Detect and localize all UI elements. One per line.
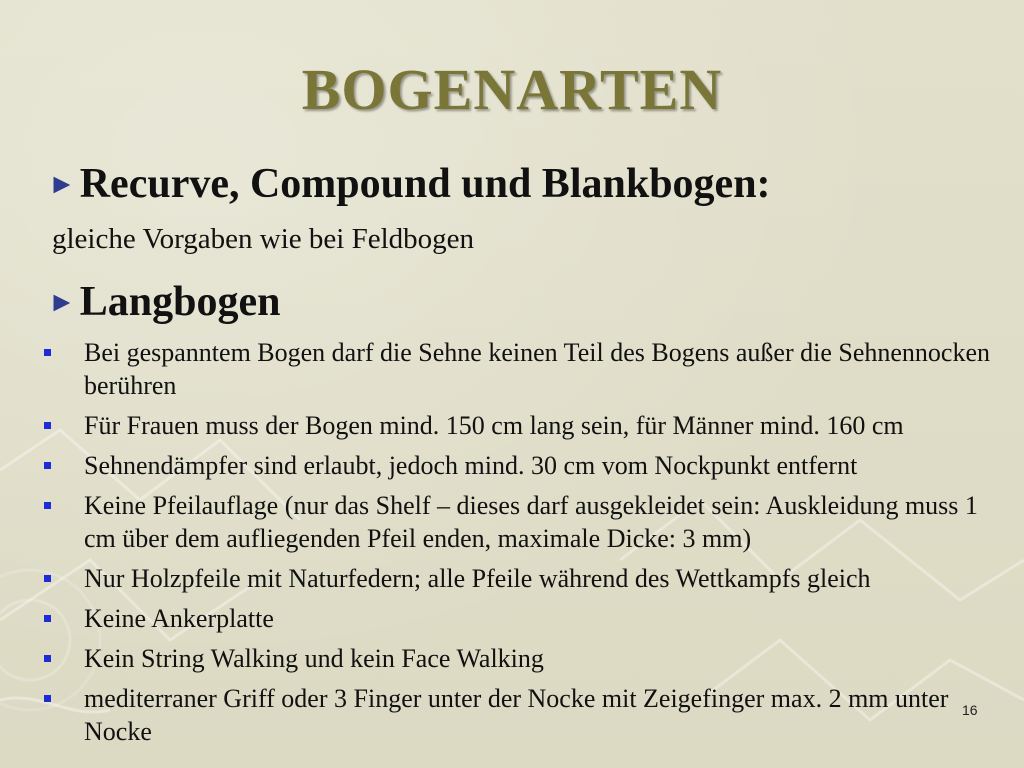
list-item-text: Keine Pfeilauflage (nur das Shelf – dieses darf ausgekleidet sein: Auskleidung muss 1 cm über dem aufliegenden Pfeil enden, maximale Dicke: 3 mm) <box>84 491 978 553</box>
square-bullet-icon <box>44 615 51 622</box>
list-item <box>40 336 990 402</box>
square-bullet-icon <box>44 349 51 356</box>
section-heading-langbogen <box>48 278 280 326</box>
page-number: 16 <box>962 702 978 718</box>
list-item <box>40 449 990 482</box>
section-heading-recurve <box>48 160 771 208</box>
square-bullet-icon <box>44 695 51 702</box>
square-bullet-icon <box>44 422 51 429</box>
list-item <box>40 409 990 442</box>
triangle-right-icon: ► <box>48 287 76 318</box>
section-subtext: gleiche Vorgaben wie bei Feldbogen <box>52 223 475 255</box>
square-bullet-icon <box>44 502 51 509</box>
triangle-right-icon: ► <box>48 169 76 200</box>
square-bullet-icon <box>44 655 51 662</box>
list-item <box>40 642 990 675</box>
list-item-text: Sehnendämpfer sind erlaubt, jedoch mind. 30 cm vom Nockpunkt entfernt <box>84 451 858 480</box>
list-item-text: Kein String Walking und kein Face Walking <box>84 644 544 673</box>
section-heading-text: Recurve, Compound und Blankbogen: <box>79 161 771 207</box>
list-item-text: Bei gespanntem Bogen darf die Sehne keinen Teil des Bogens außer die Sehnennocken berühren <box>84 338 991 400</box>
square-bullet-icon <box>44 462 51 469</box>
section-heading-text: Langbogen <box>79 279 281 325</box>
bullet-list <box>40 336 990 755</box>
list-item-text: Nur Holzpfeile mit Naturfedern; alle Pfeile während des Wettkampfs gleich <box>84 564 871 593</box>
square-bullet-icon <box>44 575 51 582</box>
list-item <box>40 489 990 555</box>
list-item <box>40 562 990 595</box>
list-item <box>40 682 990 748</box>
list-item-text: Für Frauen muss der Bogen mind. 150 cm lang sein, für Männer mind. 160 cm <box>84 411 904 440</box>
list-item-text: Keine Ankerplatte <box>84 604 274 633</box>
list-item <box>40 602 990 635</box>
page-title: BOGENARTEN <box>301 57 723 122</box>
list-item-text: mediterraner Griff oder 3 Finger unter der Nocke mit Zeigefinger max. 2 mm unter Nocke <box>84 684 949 746</box>
